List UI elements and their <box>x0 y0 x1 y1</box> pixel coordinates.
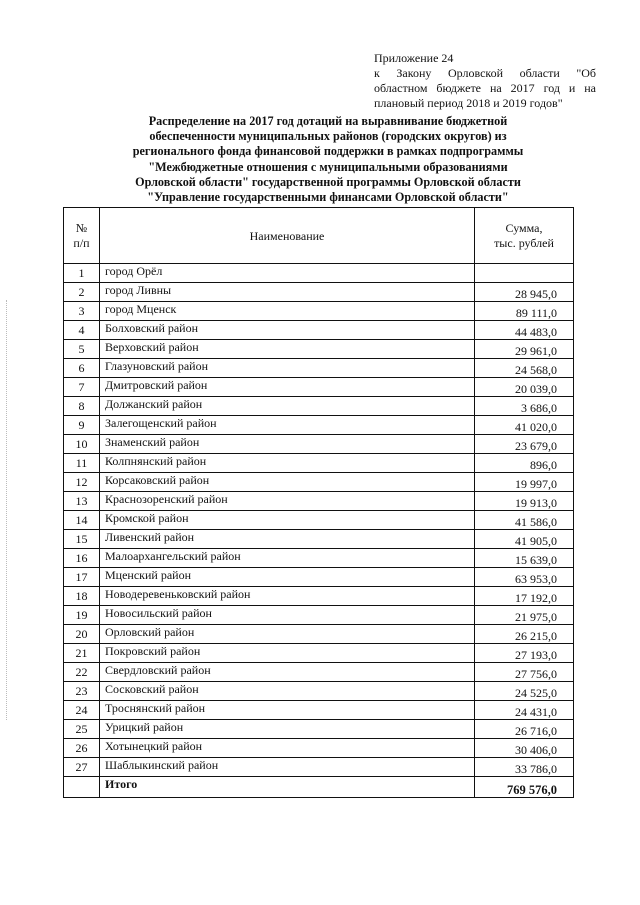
table-row <box>64 720 574 739</box>
table-row <box>64 302 574 321</box>
row-name-cell: Должанский район <box>100 397 475 416</box>
row-sum-cell: 15 639,0 <box>475 549 574 568</box>
table-row <box>64 492 574 511</box>
table-total-row <box>64 777 574 798</box>
row-number-cell: 9 <box>64 416 100 435</box>
row-name-cell: Орловский район <box>100 625 475 644</box>
row-sum-cell: 27 756,0 <box>475 663 574 682</box>
row-sum-cell: 24 568,0 <box>475 359 574 378</box>
row-number-cell: 15 <box>64 530 100 549</box>
table-row <box>64 473 574 492</box>
header-name-cell: Наименование <box>100 208 475 264</box>
row-name-cell: Новосильский район <box>100 606 475 625</box>
title-line: Распределение на 2017 год дотаций на выравнивание бюджетной <box>148 114 508 128</box>
table-row <box>64 378 574 397</box>
row-name-cell: Покровский район <box>100 644 475 663</box>
row-name-cell: Знаменский район <box>100 435 475 454</box>
row-name-cell: Краснозоренский район <box>100 492 475 511</box>
row-name-cell: Хотынецкий район <box>100 739 475 758</box>
table-body <box>64 208 574 798</box>
row-number-cell: 21 <box>64 644 100 663</box>
title-line: обеспеченности муниципальных районов (городских округов) из <box>149 129 507 144</box>
row-name-cell: Шаблыкинский район <box>100 758 475 777</box>
title-line: "Межбюджетные отношения с муниципальными образованиями <box>148 159 508 174</box>
appendix-note <box>374 51 596 111</box>
subsidy-table <box>63 207 574 798</box>
row-name-cell: Колпнянский район <box>100 454 475 473</box>
row-number-cell: 13 <box>64 492 100 511</box>
row-number-cell: 6 <box>64 359 100 378</box>
header-num-line2: п/п <box>73 235 90 250</box>
appendix-line: Приложение 24 <box>374 51 454 65</box>
row-name-cell: Глазуновский район <box>100 359 475 378</box>
header-sum-line1: Сумма, <box>505 220 543 235</box>
row-sum-cell: 29 961,0 <box>475 340 574 359</box>
row-name-cell: город Мценск <box>100 302 475 321</box>
total-label-cell: Итого <box>100 777 475 798</box>
row-name-cell: Корсаковский район <box>100 473 475 492</box>
table-row <box>64 663 574 682</box>
row-name-cell: Кромской район <box>100 511 475 530</box>
row-sum-cell: 41 905,0 <box>475 530 574 549</box>
row-sum-cell: 27 193,0 <box>475 644 574 663</box>
table-row <box>64 644 574 663</box>
table-row <box>64 340 574 359</box>
table-row <box>64 758 574 777</box>
table-row <box>64 739 574 758</box>
appendix-line: плановый период 2018 и 2019 годов" <box>374 96 563 110</box>
row-number-cell: 20 <box>64 625 100 644</box>
row-sum-cell: 20 039,0 <box>475 378 574 397</box>
total-number-cell <box>64 777 100 798</box>
row-number-cell: 11 <box>64 454 100 473</box>
row-sum-cell: 44 483,0 <box>475 321 574 340</box>
row-number-cell: 23 <box>64 682 100 701</box>
row-number-cell: 5 <box>64 340 100 359</box>
row-sum-cell: 19 997,0 <box>475 473 574 492</box>
row-number-cell: 4 <box>64 321 100 340</box>
row-number-cell: 10 <box>64 435 100 454</box>
row-sum-cell: 26 215,0 <box>475 625 574 644</box>
total-sum-cell: 769 576,0 <box>475 777 574 798</box>
scan-margin-mark <box>6 300 8 720</box>
row-sum-cell: 41 020,0 <box>475 416 574 435</box>
row-sum-cell: 63 953,0 <box>475 568 574 587</box>
row-name-cell: Свердловский район <box>100 663 475 682</box>
row-number-cell: 18 <box>64 587 100 606</box>
row-sum-cell: 89 111,0 <box>475 302 574 321</box>
row-name-cell: Сосковский район <box>100 682 475 701</box>
table-row <box>64 283 574 302</box>
row-sum-cell: 33 786,0 <box>475 758 574 777</box>
row-number-cell: 16 <box>64 549 100 568</box>
table-row <box>64 511 574 530</box>
table-row <box>64 264 574 283</box>
table-row <box>64 321 574 340</box>
row-name-cell: Залегощенский район <box>100 416 475 435</box>
header-sum-cell <box>475 208 574 264</box>
table-row <box>64 359 574 378</box>
row-number-cell: 8 <box>64 397 100 416</box>
row-sum-cell: 41 586,0 <box>475 511 574 530</box>
row-sum-cell: 24 431,0 <box>475 701 574 720</box>
title-line: Орловской области" государственной программы Орловской области <box>135 174 521 189</box>
table-row <box>64 454 574 473</box>
appendix-line: к Закону Орловской области "Об <box>374 66 596 80</box>
row-number-cell: 1 <box>64 264 100 283</box>
row-number-cell: 14 <box>64 511 100 530</box>
row-number-cell: 24 <box>64 701 100 720</box>
row-name-cell: Малоархангельский район <box>100 549 475 568</box>
title-line: регионального фонда финансовой поддержки в рамках подпрограммы <box>132 144 524 159</box>
row-name-cell: Верховский район <box>100 340 475 359</box>
row-name-cell: город Ливны <box>100 283 475 302</box>
row-sum-cell: 19 913,0 <box>475 492 574 511</box>
row-name-cell: Дмитровский район <box>100 378 475 397</box>
table-row <box>64 435 574 454</box>
row-sum-cell <box>475 264 574 283</box>
table-row <box>64 701 574 720</box>
row-number-cell: 12 <box>64 473 100 492</box>
row-sum-cell: 26 716,0 <box>475 720 574 739</box>
document-title <box>104 114 552 205</box>
row-number-cell: 17 <box>64 568 100 587</box>
table-row <box>64 625 574 644</box>
table-row <box>64 397 574 416</box>
table-row <box>64 530 574 549</box>
row-name-cell: Новодеревеньковский район <box>100 587 475 606</box>
row-sum-cell: 23 679,0 <box>475 435 574 454</box>
row-number-cell: 25 <box>64 720 100 739</box>
table-row <box>64 568 574 587</box>
table-row <box>64 416 574 435</box>
row-number-cell: 2 <box>64 283 100 302</box>
row-number-cell: 27 <box>64 758 100 777</box>
row-number-cell: 3 <box>64 302 100 321</box>
row-name-cell: Троснянский район <box>100 701 475 720</box>
row-number-cell: 19 <box>64 606 100 625</box>
row-number-cell: 7 <box>64 378 100 397</box>
row-sum-cell: 3 686,0 <box>475 397 574 416</box>
table-row <box>64 587 574 606</box>
row-sum-cell: 896,0 <box>475 454 574 473</box>
header-sum-line2: тыс. рублей <box>494 235 554 250</box>
appendix-line: областном бюджете на 2017 год и на <box>374 81 596 95</box>
row-sum-cell: 21 975,0 <box>475 606 574 625</box>
row-number-cell: 22 <box>64 663 100 682</box>
row-sum-cell: 28 945,0 <box>475 283 574 302</box>
table-row <box>64 549 574 568</box>
table-row <box>64 682 574 701</box>
row-name-cell: Урицкий район <box>100 720 475 739</box>
title-line: "Управление государственными финансами Орловской области" <box>147 190 509 205</box>
row-sum-cell: 30 406,0 <box>475 739 574 758</box>
row-number-cell: 26 <box>64 739 100 758</box>
row-name-cell: Болховский район <box>100 321 475 340</box>
table-header-row <box>64 208 574 264</box>
row-name-cell: Мценский район <box>100 568 475 587</box>
header-num-cell <box>64 208 100 264</box>
header-num-line1: № <box>75 220 88 235</box>
table-row <box>64 606 574 625</box>
row-sum-cell: 24 525,0 <box>475 682 574 701</box>
row-name-cell: город Орёл <box>100 264 475 283</box>
row-name-cell: Ливенский район <box>100 530 475 549</box>
row-sum-cell: 17 192,0 <box>475 587 574 606</box>
